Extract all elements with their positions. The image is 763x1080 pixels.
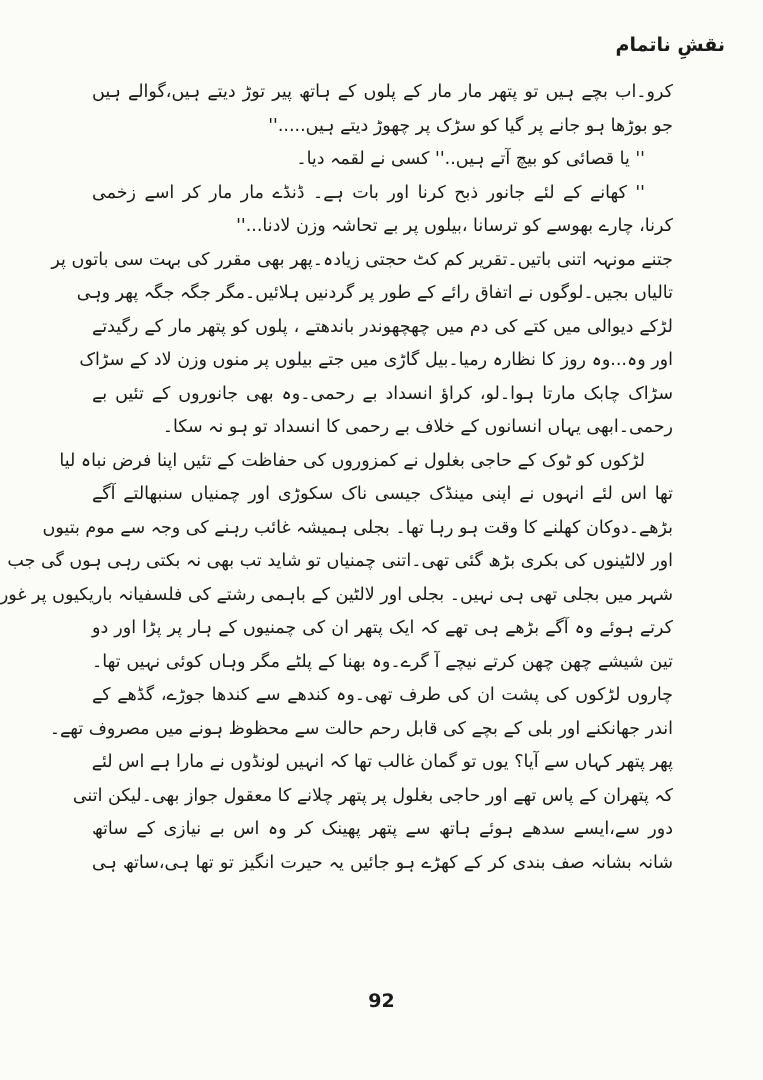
running-header: نقشِ ناتمام <box>615 34 725 56</box>
text-line: کرنا، چارے بھوسے کو ترسانا ،بیلوں پر بے تحاشہ وزن لادنا...'' <box>236 216 673 236</box>
text-line: چاروں لڑکوں کی پشت ان کی طرف تھی۔وہ کندھے سے کندھا جوڑے، گڈھے کے <box>92 685 673 705</box>
text-line: '' یا قصائی کو بیچ آتے ہیں..'' کسی نے لقمہ دیا۔ <box>296 149 645 169</box>
text-line: جتنے مونہہ اتنی باتیں۔تقریر کم کٹ حجتی زیادہ۔پھر بھی مقرر کی بہت سی باتوں پر <box>51 249 673 270</box>
page-number: 92 <box>368 990 395 1012</box>
text-line: شانہ بشانہ صف بندی کر کے کھڑے ہو جائیں یہ حیرت انگیز تو تھا ہی،ساتھ ہی <box>92 852 673 873</box>
text-line: اور وہ...وہ روز کا نظارہ رمیا۔بیل گاڑی میں جتے بیلوں پر منوں وزن لاد کے سڑاک <box>79 350 673 370</box>
text-line: کہ پتھران کے پاس تھے اور حاجی بغلول پر پتھر چلانے کا معقول جواز بھی۔لیکن اتنی <box>72 785 673 806</box>
body-text <box>0 76 673 880</box>
text-line: تین شیشے چھن چھن کرتے نیچے آ گرے۔وہ بھنا کے پلٹے مگر وہاں کوئی نہیں تھا۔ <box>92 651 673 672</box>
text-line: شہر میں بجلی تھی ہی نہیں۔ بجلی اور لالٹین کے باہمی رشتے کی فلسفیانہ باریکیوں پر غور <box>0 584 673 605</box>
text-line: رحمی۔ابھی یہاں انسانوں کے خلاف بے رحمی کا انسداد تو ہو نہ سکا۔ <box>162 417 673 437</box>
text-line: لڑکوں کو ٹوک کے حاجی بغلول نے کمزوروں کی حفاظت کے تئیں اپنا فرض نباہ لیا <box>59 450 645 471</box>
text-line: کرو۔اب بچے ہیں تو پتھر مار مار کے پلوں کے ہاتھ پیر توڑ دیتے ہیں،گوالے ہیں <box>92 82 673 102</box>
text-line: تھا اس لئے انہوں نے اپنی مینڈک جیسی ناک سکوڑی اور چمنیاں سنبھالتے آگے <box>92 484 673 504</box>
text-line: لڑکے دیوالی میں کتے کی دم میں چھچھوندر باندھتے ، پلوں کو پتھر مار کے رگیدتے <box>92 316 673 337</box>
text-line: سڑاک چابک مارتا ہوا۔لو، کراؤ انسداد بے رحمی۔وہ بھی جانوروں کے تئیں بے <box>92 383 673 404</box>
text-line: کرتے ہوئے وہ آگے بڑھے ہی تھے کہ ایک پتھر ان کی چمنیوں کے ہار پر پڑا اور دو <box>92 618 673 638</box>
text-line: پھر پتھر کہاں سے آیا؟ یوں تو گمان غالب تھا کہ انہیں لونڈوں نے مارا ہے اس لئے <box>91 752 673 772</box>
text-line: '' کھانے کے لئے جانور ذبح کرنا اور بات ہے۔ ڈنڈے مار مار کر اسے زخمی <box>92 182 645 203</box>
text-line: بڑھے۔دوکان کھلنے کا وقت ہو رہا تھا۔ بجلی ہمیشہ غائب رہنے کی وجہ سے موم بتیوں <box>42 517 673 538</box>
text-line: اور لالٹینوں کی بکری بڑھ گئی تھی۔اتنی چمنیاں تو شاید تب بھی نہ بکتی رہی ہوں گی جب <box>7 551 673 571</box>
text-line: جو بوڑھا ہو جانے پر گیا کو سڑک پر چھوڑ دیتے ہیں.....'' <box>268 115 673 136</box>
text-line: اندر جھانکنے اور بلی کے بچے کی قابل رحم حالت سے محظوظ ہونے میں مصروف تھے۔ <box>49 718 673 739</box>
text-line: دور سے،ایسے سدھے ہوئے ہاتھ سے پتھر پھینک کر وہ اس بے نیازی کے ساتھ <box>92 819 673 839</box>
text-line: تالیاں بجیں۔لوگوں نے اتفاق رائے کے طور پر گردنیں ہلائیں۔مگر جگہ جگہ پھر وہی <box>76 283 673 303</box>
